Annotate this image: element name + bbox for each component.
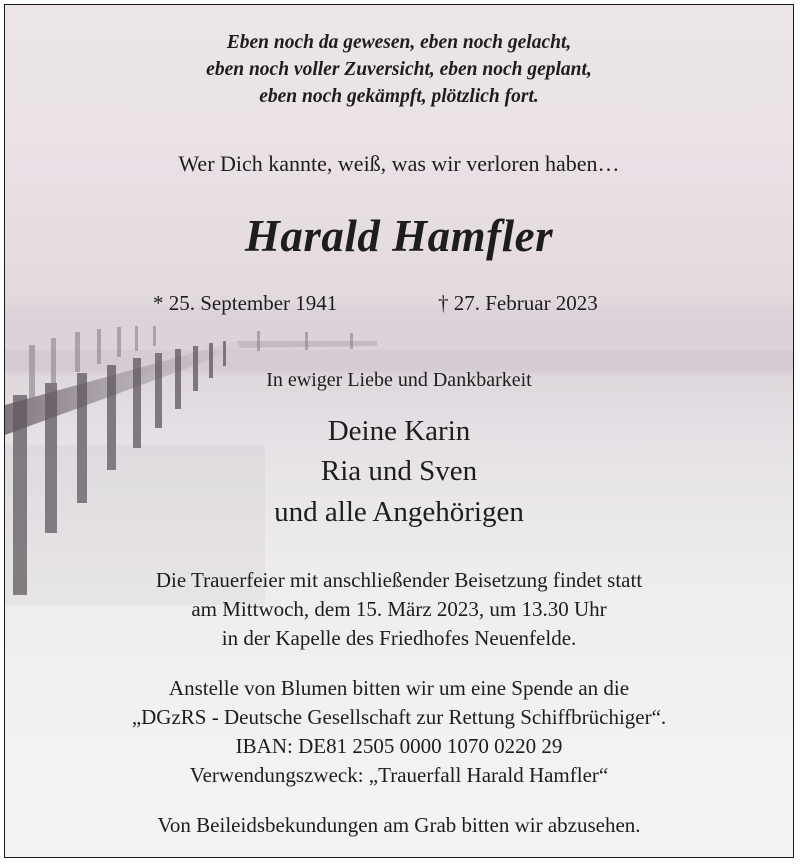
service-line-3: in der Kapelle des Friedhofes Neuenfelde. [221,626,577,650]
obituary-notice [4,4,794,858]
dedication-line: In ewiger Liebe und Dankbarkeit [266,369,532,391]
poem-line-2: eben noch voller Zuversicht, eben noch geplant, [206,59,592,80]
service-line-2: am Mittwoch, dem 15. März 2023, um 13.30 Uhr [191,597,607,621]
mourner-2: Ria und Sven [320,455,478,487]
donation-reference: Verwendungszweck: „Trauerfall Harald Hamfler“ [189,763,609,787]
donation-iban: IBAN: DE81 2505 0000 1070 0220 29 [235,734,563,758]
poem-line-1: Eben noch da gewesen, eben noch gelacht, [226,32,572,53]
poem-line-3: eben noch gekämpft, plötzlich fort. [259,86,539,107]
deceased-name: Harald Hamfler [244,211,554,261]
donation-line-2: „DGzRS - Deutsche Gesellschaft zur Rettung Schiffbrüchiger“. [131,705,667,729]
mourner-3: und alle Angehörigen [274,496,524,528]
service-line-1: Die Trauerfeier mit anschließender Beisetzung findet statt [155,568,643,592]
lead-line: Wer Dich kannte, weiß, was wir verloren haben… [178,151,620,176]
mourner-1: Deine Karin [327,415,471,447]
death-date: † 27. Februar 2023 [438,291,598,315]
life-dates [5,291,793,317]
donation-line-1: Anstelle von Blumen bitten wir um eine Spende an die [168,676,630,700]
birth-date: * 25. September 1941 [153,291,338,315]
closing-line: Von Beileidsbekundungen am Grab bitten wir abzusehen. [157,813,641,837]
